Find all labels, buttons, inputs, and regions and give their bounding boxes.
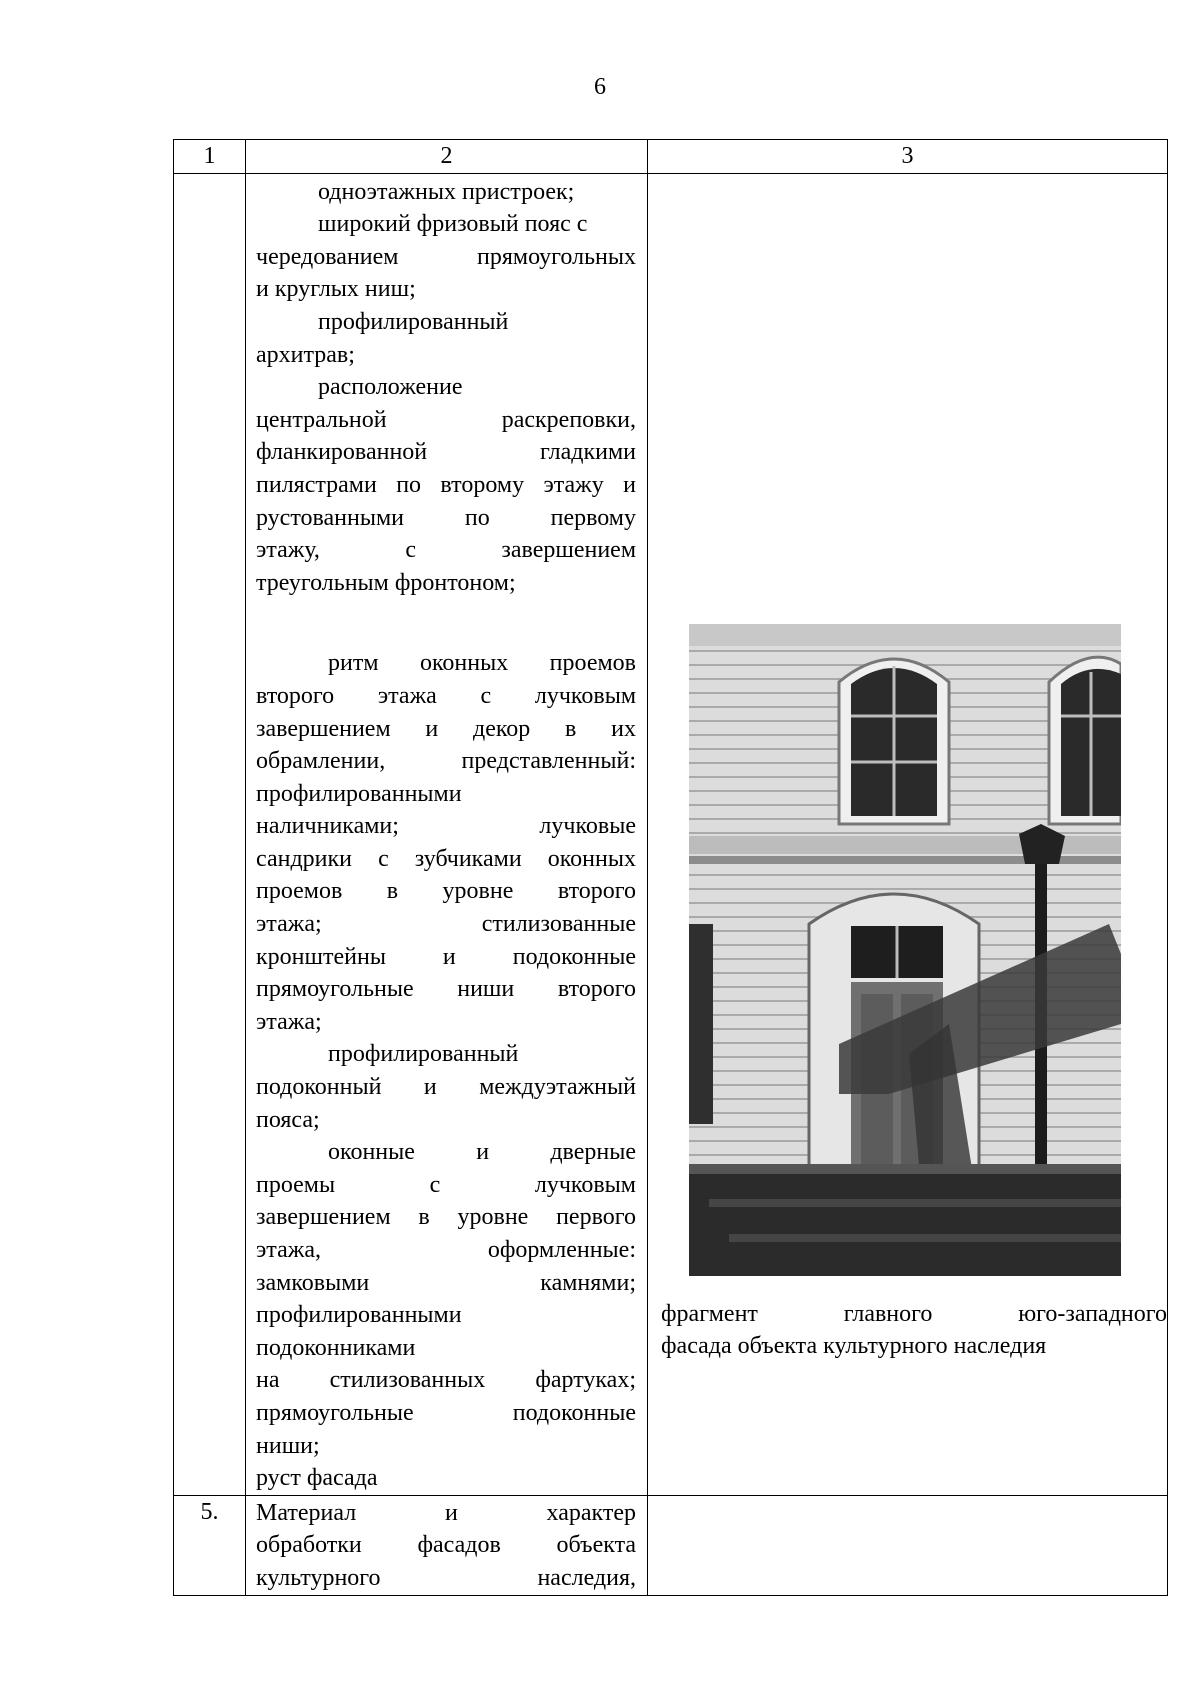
text-line: этажа, оформленные: [256,1237,636,1263]
text-line: завершением и декор в их [256,715,636,742]
table-header-row [174,140,1168,174]
text-line: профилированными [256,1302,462,1329]
text-line: профилированный [328,1041,519,1068]
text-line: замковыми камнями; [256,1269,636,1296]
text-line: этажу, с завершением [256,537,636,564]
text-line: руст фасада [256,1465,378,1492]
photo-caption-line: фрагмент главного юго-западного [661,1300,1167,1327]
text-line: профилированный [318,308,509,335]
text-line: ниши; [256,1432,320,1459]
text-line: ритм оконных проемов [328,650,636,677]
monument-table [173,139,1168,1596]
text-line: обработки фасадов объекта [256,1532,636,1559]
text-line: расположение [318,374,463,401]
text-line: этажа; стилизованные [256,911,636,938]
illustration-cell [648,173,1168,1495]
text-line: рустованными по первому [256,504,636,531]
page-number: 6 [594,74,606,100]
text-line: второго этажа с лучковым [256,682,636,709]
description-cell [246,1495,648,1595]
text-line: центральной раскреповки, [256,406,636,433]
row-number-cell: 5. [174,1495,246,1595]
text-line: фланкированной гладкими [256,439,636,466]
table-row-continued [174,173,1168,1495]
description-cell [246,173,648,1495]
text-line: прямоугольные подоконные [256,1399,636,1426]
text-line: пилястрами по второму этажу и [256,471,636,498]
table-row-5 [174,1495,1168,1595]
text-line: чередованием прямоугольных [256,243,636,270]
text-line: прямоугольные ниши второго [256,976,636,1003]
text-line: на стилизованных фартуках; [256,1367,636,1394]
text-line: культурного наследия, [256,1564,636,1591]
text-line: наличниками; лучковые [256,813,636,840]
text-line: проемов в уровне второго [256,878,636,905]
text-line: и круглых ниш; [256,276,416,303]
blank-gap [256,599,636,647]
text-line: подоконный и междуэтажный [256,1074,636,1101]
text-line: проемы с лучковым [256,1171,636,1198]
text-line: архитрав; [256,341,355,368]
text-line: профилированными [256,780,462,807]
text-line: широкий фризовый пояс с [318,211,588,238]
text-line: этажа; [256,1008,322,1035]
illustration-cell [648,1495,1168,1595]
photo-caption-line: фасада объекта культурного наследия [661,1333,1047,1360]
text-line: пояса; [256,1106,320,1133]
text-line: оконные и дверные [328,1139,636,1166]
text-line: подоконниками [256,1334,416,1361]
row-number-cell [174,173,246,1495]
header-col-2: 2 [246,140,648,174]
text-line: сандрики с зубчиками оконных [256,845,636,872]
text-line: треугольным фронтоном; [256,569,516,596]
text-line: обрамлении, представленный: [256,748,636,775]
header-col-1: 1 [174,140,246,174]
header-col-3: 3 [648,140,1168,174]
text-line: кронштейны и подоконные [256,943,636,970]
text-line: одноэтажных пристроек; [318,178,575,205]
facade-photo [689,624,1121,1276]
text-line: Материал и характер [256,1499,636,1526]
text-line: завершением в уровне первого [256,1204,636,1231]
